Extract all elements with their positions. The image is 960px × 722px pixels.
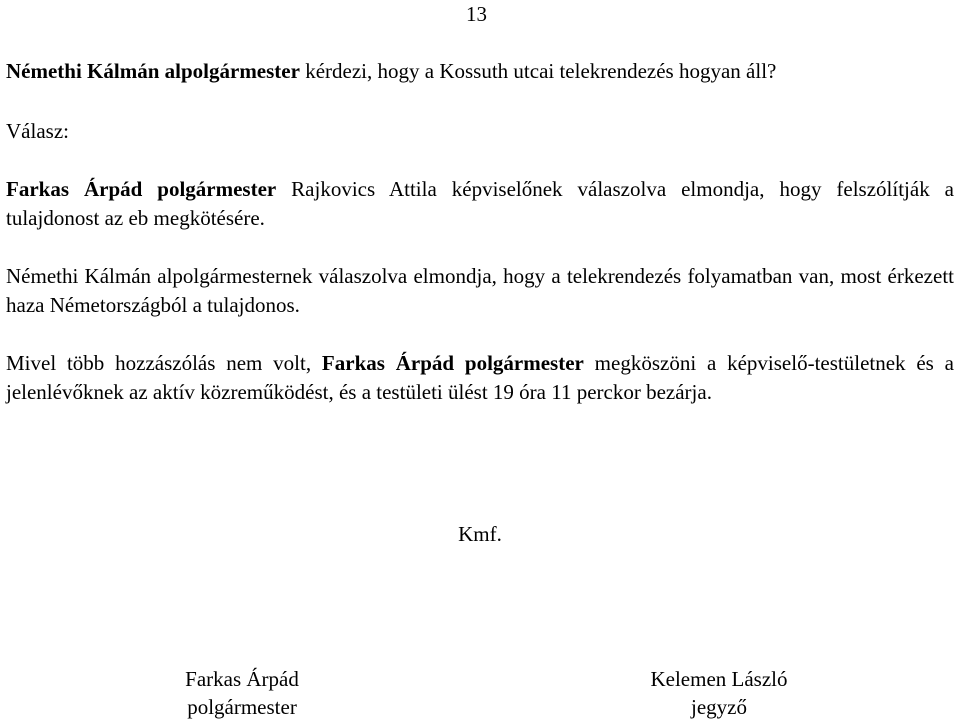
signature-left-name: Farkas Árpád [185, 667, 299, 691]
closing-paragraph [6, 349, 954, 407]
page-number: 13 [466, 2, 487, 26]
question-text: kérdezi, hogy a Kossuth utcai telekrendezés hogyan áll? [299, 59, 777, 83]
signature-right-name: Kelemen László [650, 667, 788, 691]
question-paragraph [6, 57, 954, 86]
answer2-paragraph: Némethi Kálmán alpolgármesternek válaszolva elmondja, hogy a telekrendezés folyamatban van, most érkezett haza Németországból a tulajdonos. [6, 264, 954, 317]
signature-right [589, 665, 849, 721]
question-speaker: Némethi Kálmán alpolgármester [6, 59, 300, 83]
kmf-label: Kmf. [458, 522, 502, 546]
closing-text-before: Mivel több hozzászólás nem volt, [6, 351, 322, 375]
signature-left-title: polgármester [187, 695, 297, 719]
answer-label: Válasz: [6, 119, 69, 143]
closing-speaker: Farkas Árpád polgármester [321, 351, 584, 375]
signature-left [112, 665, 372, 721]
answer1-speaker: Farkas Árpád polgármester [6, 177, 277, 201]
closing-text-after: megköszöni a képviselő-testületnek és a jelenlévőknek az aktív közreműködést, és a testületi ülést 19 óra 11 perckor bezárja. [6, 351, 954, 404]
signature-right-title: jegyző [691, 695, 747, 719]
answer1-paragraph [6, 175, 954, 233]
answer1-text: Rajkovics Attila képviselőnek válaszolva elmondja, hogy felszólítják a tulajdonost az eb megkötésére. [6, 177, 954, 230]
